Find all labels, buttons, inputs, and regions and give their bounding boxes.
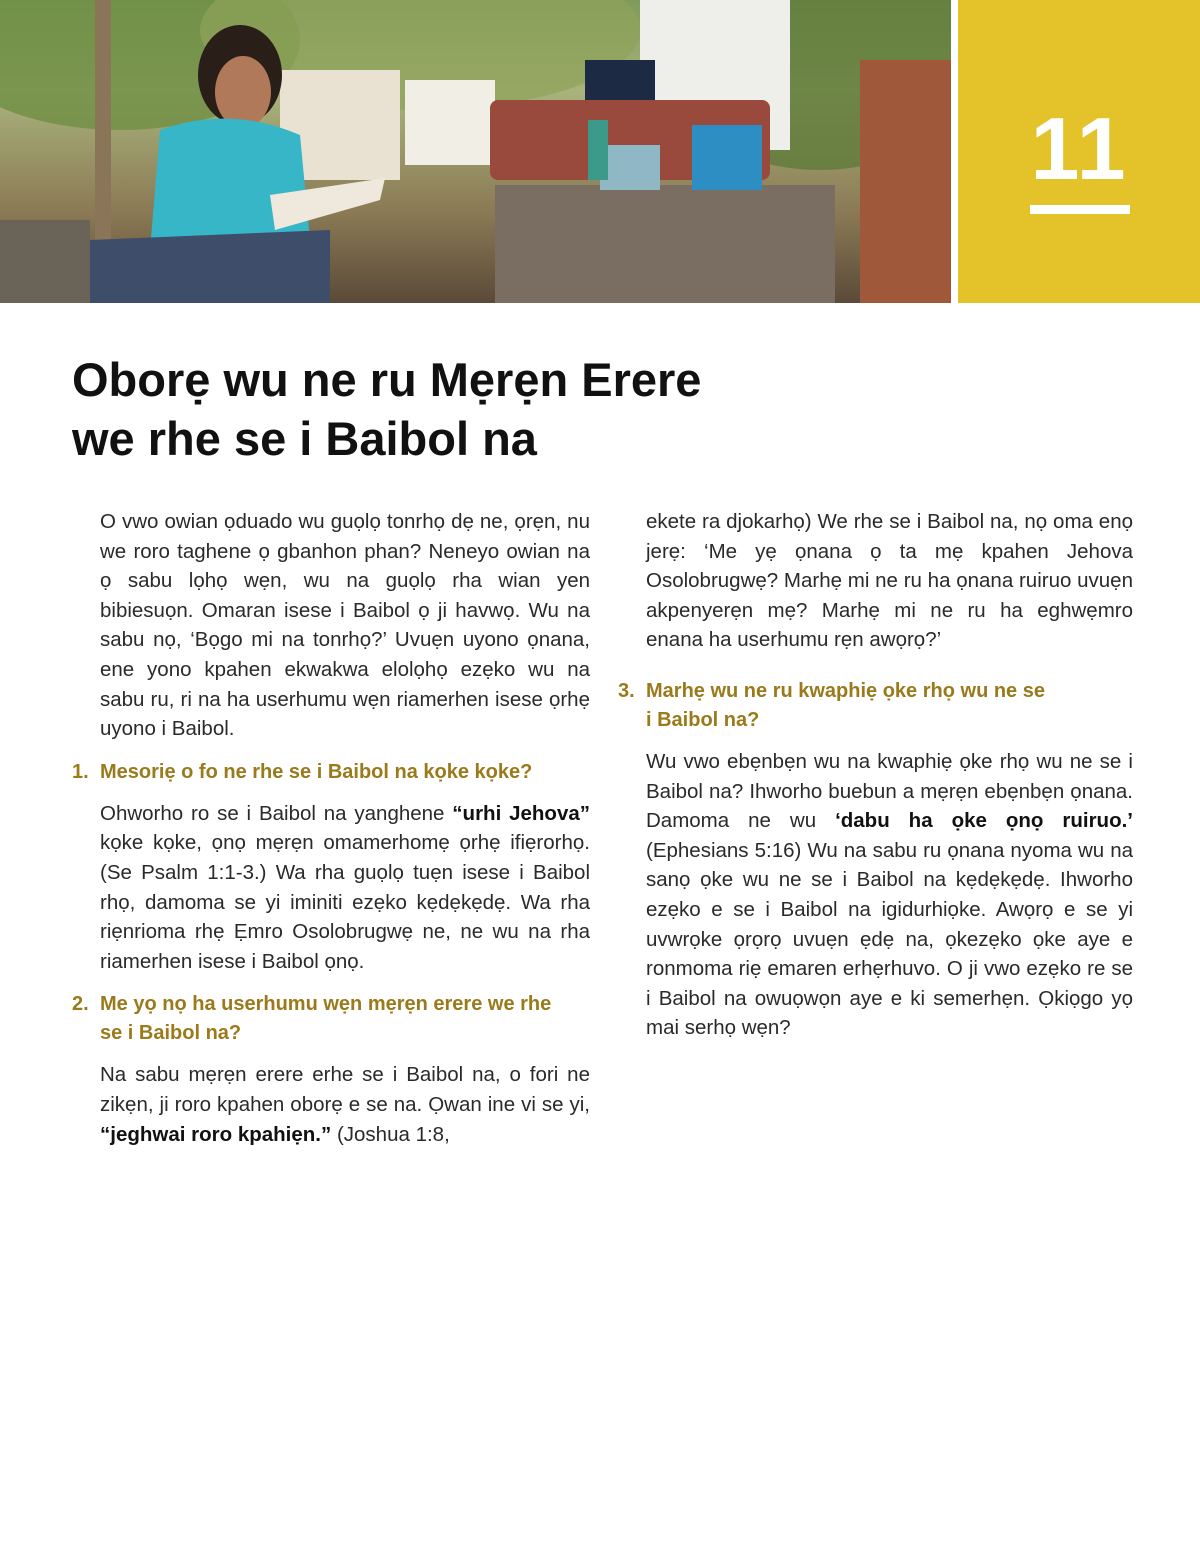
right-column — [618, 507, 1133, 1057]
question-text: Mesoriẹ o fo ne rhe se i Baibol na kọke kọke? — [100, 760, 533, 783]
question-1 — [72, 758, 590, 787]
intro-paragraph: O vwo owian ọduado wu guọlọ tonrhọ dẹ ne, ọrẹn, nu we roro taghene ọ gbanhon phan? Neneyo owian na ọ sabu lọhọ wẹn, wu na guọlọ rha wian yen bibiesuọn. Omaran isese i Baibol ọ ji havwọ. Wu na sabu nọ, ‘Bọgo mi na tonrhọ?’ Uvuẹn uyono ọnana, ene yono kpahen ekwakwa elolọhọ ezẹko wu na sabu ru, ri na ha userhumu wẹn riamerhen isese ọrhẹ uyono i Baibol. — [100, 510, 590, 741]
answer-text: Wu vwo ebẹnbẹn wu na kwaphiẹ ọke rhọ wu ne se i Baibol na? Ihworho buebun a mẹrẹn ebẹnbẹn ọnana. Damoma ne wu — [646, 749, 1133, 833]
question-number: 1. — [72, 760, 89, 783]
answer-2 — [100, 1060, 590, 1149]
answer-text-flow: (Joshua 1:8, — [331, 1122, 450, 1146]
page-title — [72, 350, 872, 468]
photo-illustration — [0, 0, 951, 303]
title-line-2: we rhe se i Baibol na — [72, 412, 537, 465]
question-2 — [72, 990, 590, 1048]
answer-text: Ohworho ro se i Baibol na yanghene — [100, 801, 453, 825]
question-3 — [618, 677, 1133, 735]
question-text: Me yọ nọ ha userhumu wẹn mẹrẹn erere we rhe se i Baibol na? — [100, 993, 552, 1045]
answer-text: Na sabu mẹrẹn erere erhe se i Baibol na, o fori ne zikẹn, ji roro kpahen oborẹ e se na. Ọwan ine vi se yi, — [100, 1063, 590, 1116]
header-photo — [0, 0, 951, 303]
answer-2-continued: ekete ra djokarhọ) We rhe se i Baibol na, nọ oma enọ jerẹ: ‘Me yẹ ọnana ọ ta mẹ kpahen Jehova Osolobrugwẹ? Marhẹ mi ne ru ha ọnana ruiruo uvuẹn akpenyerẹn mẹ? Marhẹ mi ne ru ha eghwẹmro enana ha userhumu rẹn awọrọ?’ — [646, 510, 1133, 652]
answer-emphasis: ‘dabu ha ọke ọnọ ruiruo.’ — [835, 809, 1133, 833]
question-number: 2. — [72, 993, 89, 1016]
answer-1 — [100, 799, 590, 977]
chapter-number: 11 — [1030, 99, 1128, 198]
title-line-1: Oborẹ wu ne ru Mẹrẹn Erere — [72, 353, 702, 406]
question-text: Marhẹ wu ne ru kwaphiẹ ọke rhọ wu ne se i Baibol na? — [646, 679, 1045, 731]
chapter-badge — [958, 0, 1200, 303]
answer-3 — [646, 747, 1133, 1043]
answer-emphasis: “urhi Jehova” — [452, 801, 590, 825]
left-column — [72, 507, 590, 1163]
answer-text: kọke kọke, ọnọ mẹrẹn omamerhomẹ ọrhẹ ifiẹrorhọ. (Se Psalm 1:1-3.) Wa rha guọlọ tuẹn isese i Baibol rhọ, damoma se yi iminiti ezẹko kẹdẹkẹdẹ. Wa rha riẹnrioma rhẹ Ẹmro Osolobrugwẹ ne, ne wu na rha riamerhen isese i Baibol ọnọ. — [100, 831, 590, 973]
answer-text: (Ephesians 5:16) Wu na sabu ru ọnana nyoma wu na sanọ ọke wu ne se i Baibol na kẹdẹkẹdẹ. Ihworho ezẹko e se i Baibol na igidurhiọke. Awọrọ e se yi uvwrọke ọrọrọ uvuẹn ẹdẹ na, ọkezẹko ọke aye e ronmoma riẹ emaren erhẹrhuvo. O ji vwo ezẹko re se i Baibol na owuọwọn aye e ki semerhẹn. Ọkiọgo yọ mai serhọ wẹn? — [646, 838, 1133, 1040]
answer-emphasis: “jeghwai roro kpahiẹn.” — [100, 1122, 332, 1146]
question-number: 3. — [618, 679, 635, 702]
chapter-rule — [1030, 205, 1130, 214]
